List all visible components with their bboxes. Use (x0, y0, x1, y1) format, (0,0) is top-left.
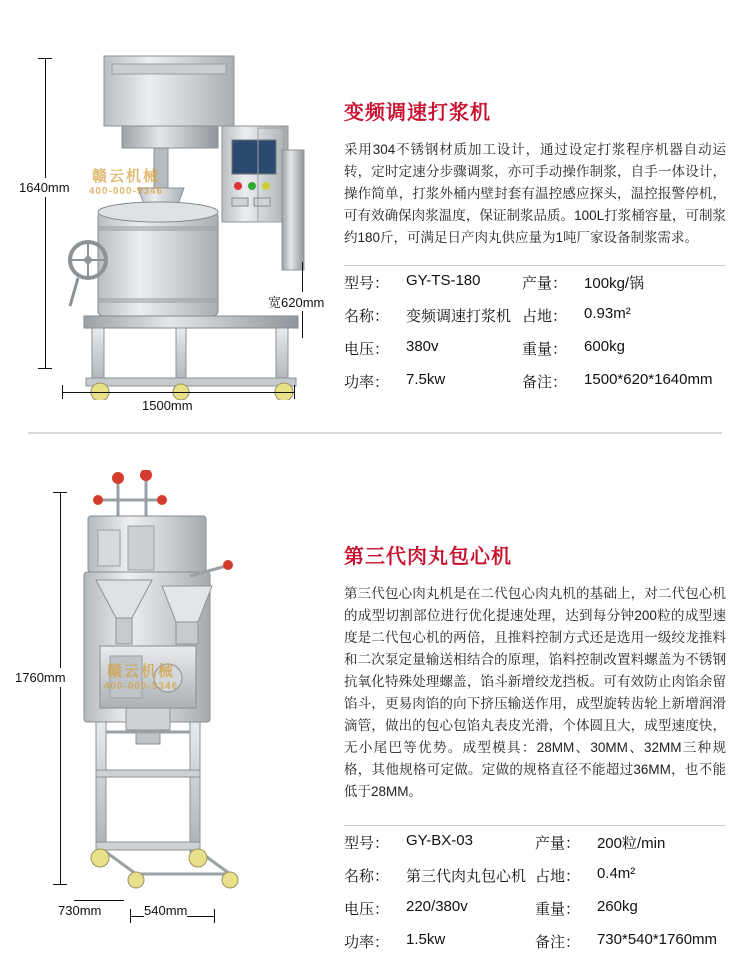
spec-value-2: 260kg (596, 898, 638, 915)
spec-table-ballmachine (344, 826, 726, 958)
spec-key-2: 产量： (522, 275, 568, 292)
spec-key-2: 备注： (522, 374, 568, 391)
product-description-beater: 采用304不锈钢材质加工设计，通过设定打浆程序机器自动运转，定时定速分步骤调浆，亦可手动操作制浆，自手一体设计，操作简单，打浆外桶内壁封套有温控感应探头，温控报警停机，可有效确保肉浆温度，保证制浆品质。100L打浆桶容量，可制浆约180斤，可满足日产肉丸供应量为1吨厂家设备制浆需求。 (344, 142, 726, 245)
spec-value-2: 100kg/锅 (584, 275, 645, 292)
spec-value-2: 0.4m² (596, 865, 636, 882)
spec-value-2: 730*540*1760mm (596, 931, 718, 948)
dim-height-label-2: 1760mm (15, 670, 66, 685)
dim-tick-right-2 (214, 909, 215, 923)
spec-value: 7.5kw (406, 371, 446, 388)
dim-tick-top-1 (38, 58, 52, 59)
spec-key-2: 占地： (522, 308, 568, 325)
dim-width-label-1: 1500mm (142, 398, 193, 413)
spec-value: GY-TS-180 (406, 272, 481, 289)
dim-tick-left-2 (130, 909, 131, 923)
spec-row (344, 826, 726, 859)
spec-table-beater (344, 266, 726, 398)
watermark-brand: 赣云机械 400-000-9346 (88, 168, 164, 197)
spec-key: 功率： (344, 934, 390, 951)
spec-key: 名称： (344, 308, 390, 325)
dim-height-label-1: 1640mm (19, 180, 70, 195)
beater-machine-drawing (26, 30, 326, 400)
spec-key: 型号： (344, 275, 390, 292)
spec-value-2: 0.93m² (584, 305, 631, 322)
dim-depth-label-2: 730mm (58, 903, 102, 918)
spec-row (344, 892, 726, 925)
product-description-ballmachine: 第三代包心肉丸机是在二代包心肉丸机的基础上，对二代包心机的成型切割部位进行优化提速处理，达到每分钟200粒的成型速度是二代包心机的两倍，且推料控制方式还是选用一级绞龙推料和二次泵定量输送相结合的原理，馅料控制改置料螺盖为不锈钢抗氧化特殊处理螺盖，馅斗新增绞龙挡板。可有效防止肉馅余留馅斗，更易肉馅的向下挤压输送作用，成型旋转齿轮上新增润滑滴管，做出的包心包馅丸表皮光滑，个体圆且大，成型速度快，无小尾巴等优势。成型模具：28MM、30MM、32MM三种规格，其他规格可定做。定做的规格直径不能超过36MM，也不能低于28MM。 (344, 586, 726, 799)
spec-value-2: 1500*620*1640mm (584, 371, 713, 388)
spec-key: 名称： (344, 868, 390, 885)
spec-row (344, 299, 726, 332)
spec-value: 变频调速打浆机 (406, 308, 512, 325)
dim-tick-top-2 (53, 492, 67, 493)
product-title-ballmachine: 第三代肉丸包心机 (344, 546, 512, 568)
ballmachine-drawing (40, 470, 300, 900)
dim-tick-bottom-2 (53, 884, 67, 885)
spec-key-2: 重量： (534, 901, 580, 918)
dim-line-depth-2 (74, 900, 124, 901)
spec-key-2: 占地： (534, 868, 580, 885)
spec-row (344, 365, 726, 398)
watermark-brand: 赣云机械 400-000-9346 (103, 663, 179, 692)
dim-line-height-1 (45, 58, 46, 368)
spec-value-2: 600kg (584, 338, 625, 355)
spec-key: 电压： (344, 901, 390, 918)
product-info-beater (344, 96, 726, 398)
spec-key-2: 备注： (534, 934, 580, 951)
spec-value: 1.5kw (406, 931, 446, 948)
spec-key: 功率： (344, 374, 390, 391)
spec-key-2: 产量： (534, 835, 580, 852)
spec-value: 220/380v (406, 898, 468, 915)
dim-depth-label-1: 宽620mm (268, 292, 324, 311)
dim-line-height-2 (60, 492, 61, 884)
dim-line-width-1 (62, 392, 294, 393)
product-title-beater: 变频调速打浆机 (344, 102, 491, 124)
spec-value-2: 200粒/min (596, 835, 666, 852)
spec-row (344, 925, 726, 958)
section-divider (28, 432, 722, 434)
spec-value: 380v (406, 338, 439, 355)
spec-row (344, 859, 726, 892)
dim-tick-right-1 (294, 385, 295, 399)
dim-width-label-2: 540mm (144, 903, 188, 918)
spec-value: GY-BX-03 (406, 832, 473, 849)
spec-key: 电压： (344, 341, 390, 358)
dim-tick-bottom-1 (38, 368, 52, 369)
dim-tick-left-1 (62, 385, 63, 399)
spec-value: 第三代肉丸包心机 (406, 868, 527, 885)
spec-key-2: 重量： (522, 341, 568, 358)
product-image-beater (26, 30, 326, 400)
spec-row (344, 266, 726, 299)
spec-row (344, 332, 726, 365)
spec-key: 型号： (344, 835, 390, 852)
product-info-ballmachine (344, 540, 726, 958)
product-image-ballmachine (40, 470, 300, 900)
